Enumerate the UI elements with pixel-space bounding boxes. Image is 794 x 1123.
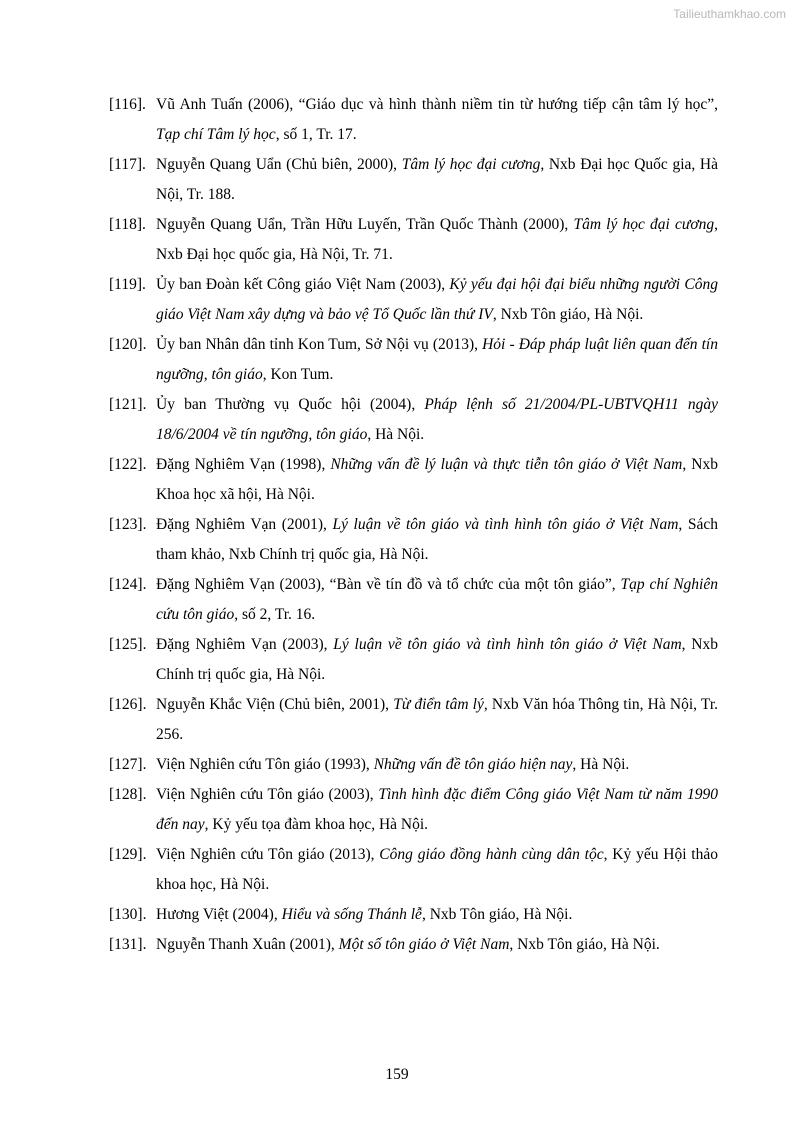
reference-segment: Viện Nghiên cứu Tôn giáo (2013), [156,846,380,863]
reference-segment: , Nxb Tôn giáo, Hà Nội. [421,906,573,923]
reference-segment: Vũ Anh Tuấn (2006), “Giáo dục và hình thành niềm tin từ hướng tiếp cận tâm lý học”, [156,96,718,113]
reference-segment: Đặng Nghiêm Vạn (1998), [156,456,331,473]
reference-title: Một số tôn giáo ở Việt Nam [338,936,510,953]
reference-segment: , Nxb Chính trị quốc gia, Hà Nội. [156,636,718,683]
reference-segment: , Nxb Tôn giáo, Hà Nội. [492,306,644,323]
reference-title: Tạp chí Tâm lý học [156,126,276,143]
reference-number: [118]. [109,216,146,233]
reference-segment: , Nxb Đại học Quốc gia, Hà Nội, Tr. 188. [156,156,718,203]
reference-title: Tình hình đặc điểm Công giáo Việt Nam từ năm 1990 đến nay [156,786,718,833]
reference-entry [109,150,718,210]
reference-number: [116]. [109,96,146,113]
reference-segment: , số 1, Tr. 17. [275,126,357,143]
reference-entry [109,570,718,630]
reference-segment: , Nxb Tôn giáo, Hà Nội. [509,936,660,953]
reference-segment: , số 2, Tr. 16. [234,606,316,623]
reference-text [156,516,718,563]
reference-text [156,456,718,503]
reference-segment: , Hà Nội. [572,756,630,773]
reference-segment: , Kỷ yếu tọa đàm khoa học, Hà Nội. [204,816,429,833]
reference-entry [109,90,718,150]
reference-title: Kỷ yếu đại hội đại biểu những người Công giáo Việt Nam xây dựng và bảo vệ Tổ Quốc lần thứ IV [156,276,718,323]
reference-number: [131]. [109,936,147,953]
reference-entry [109,330,718,390]
reference-segment: Đặng Nghiêm Vạn (2003), [156,636,334,653]
reference-text [156,756,629,773]
reference-entry [109,900,718,930]
reference-segment: Ủy ban Đoàn kết Công giáo Việt Nam (2003), [156,276,450,293]
reference-text [156,696,718,743]
reference-title: Từ điển tâm lý [393,696,484,713]
reference-title: Hỏi - Đáp pháp luật liên quan đến tín ngưỡng, tôn giáo [156,336,718,383]
reference-title: Tâm lý học đại cương [573,216,715,233]
reference-list [0,90,794,960]
reference-text [156,96,718,143]
reference-segment: Đặng Nghiêm Vạn (2001), [156,516,333,533]
reference-number: [129]. [109,846,147,863]
reference-number: [126]. [109,696,147,713]
reference-text [156,636,718,683]
reference-number: [127]. [109,756,147,773]
reference-segment: , Sách tham khảo, Nxb Chính trị quốc gia, Hà Nội. [156,516,718,563]
reference-text [156,396,718,443]
reference-entry [109,630,718,690]
reference-segment: Nguyễn Quang Uẩn (Chủ biên, 2000), [156,156,402,173]
reference-segment: Đặng Nghiêm Vạn (2003), “Bàn về tín đồ và tổ chức của một tôn giáo”, [156,576,621,593]
reference-number: [120]. [109,336,147,353]
reference-segment: , Nxb Khoa học xã hội, Hà Nội. [156,456,718,503]
reference-segment: Hương Việt (2004), [156,906,282,923]
reference-number: [124]. [109,576,147,593]
page-number: 159 [385,1066,409,1083]
reference-number: [128]. [109,786,147,803]
reference-title: Pháp lệnh số 21/2004/PL-UBTVQH11 ngày 18/6/2004 về tín ngưỡng, tôn giáo [156,396,718,443]
reference-entry [109,840,718,900]
reference-segment: Nguyễn Quang Uẩn, Trần Hữu Luyến, Trần Quốc Thành (2000), [156,216,574,233]
reference-text [156,156,718,203]
reference-number: [125]. [109,636,147,653]
reference-segment: Ủy ban Nhân dân tỉnh Kon Tum, Sở Nội vụ (2013), [156,336,483,353]
reference-entry [109,270,718,330]
reference-title: Những vấn đề lý luận và thực tiễn tôn giáo ở Việt Nam [330,456,683,473]
reference-number: [130]. [109,906,147,923]
reference-segment: , Nxb Văn hóa Thông tin, Hà Nội, Tr. 256. [156,696,718,743]
reference-title: Hiểu và sống Thánh lễ [281,906,422,923]
reference-segment: , Nxb Đại học quốc gia, Hà Nội, Tr. 71. [156,216,718,263]
reference-title: Lý luận về tôn giáo và tình hình tôn giáo ở Việt Nam [333,636,682,653]
reference-text [156,786,718,833]
reference-text [156,216,718,263]
reference-segment: , Hà Nội. [367,426,425,443]
reference-number: [117]. [109,156,146,173]
reference-number: [119]. [109,276,146,293]
reference-segment: Ủy ban Thường vụ Quốc hội (2004), [156,396,425,413]
reference-entry [109,450,718,510]
reference-segment: , Kon Tum. [262,366,334,383]
reference-title: Tạp chí Nghiên cứu tôn giáo [156,576,718,623]
reference-segment: , Kỷ yếu Hội thảo khoa học, Hà Nội. [156,846,718,893]
reference-entry [109,930,718,960]
reference-number: [123]. [109,516,147,533]
reference-segment: Viện Nghiên cứu Tôn giáo (2003), [156,786,379,803]
watermark: Tailieuthamkhao.com [673,7,786,21]
reference-entry [109,690,718,750]
reference-title: Lý luận về tôn giáo và tình hình tôn giáo ở Việt Nam [332,516,679,533]
reference-entry [109,780,718,840]
reference-text [156,276,718,323]
reference-title: Tâm lý học đại cương [401,156,541,173]
reference-title: Công giáo đồng hành cùng dân tộc [379,846,604,863]
reference-text [156,336,718,383]
reference-title: Những vấn đề tôn giáo hiện nay [373,756,573,773]
reference-number: [121]. [109,396,147,413]
reference-entry [109,210,718,270]
reference-entry [109,510,718,570]
reference-segment: Viện Nghiên cứu Tôn giáo (1993), [156,756,374,773]
reference-segment: Nguyễn Thanh Xuân (2001), [156,936,339,953]
reference-text [156,846,718,893]
reference-entry [109,750,718,780]
reference-text [156,576,718,623]
reference-text [156,936,660,953]
reference-number: [122]. [109,456,147,473]
reference-text [156,906,572,923]
reference-segment: Nguyễn Khắc Viện (Chủ biên, 2001), [156,696,394,713]
reference-entry [109,390,718,450]
